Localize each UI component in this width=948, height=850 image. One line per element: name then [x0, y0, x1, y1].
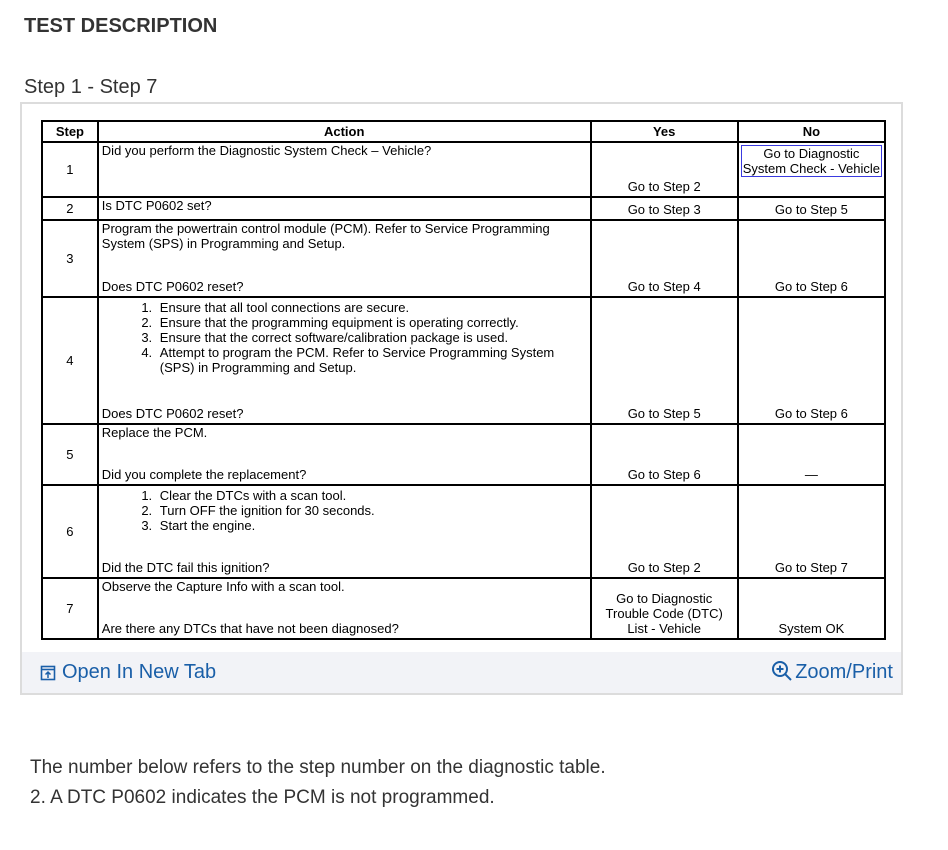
action-cell — [98, 220, 591, 297]
section-heading: TEST DESCRIPTION — [24, 15, 218, 37]
no-result: Go to Step 6 — [774, 406, 848, 421]
action-cell — [98, 297, 591, 424]
step-number: 7 — [42, 578, 98, 639]
yes-cell — [591, 220, 738, 297]
action-text: Did you perform the Diagnostic System Check – Vehicle? — [101, 143, 432, 158]
no-cell — [738, 142, 885, 197]
yes-cell — [591, 485, 738, 578]
no-result: Go to Step 7 — [774, 560, 848, 575]
yes-result: Go to Step 2 — [627, 560, 701, 575]
action-list-item: 2. Turn OFF the ignition for 30 seconds. — [156, 503, 587, 518]
note-line-1: The number below refers to the step number on the diagnostic table. — [30, 757, 606, 778]
yes-result: Go to Diagnostic Trouble Code (DTC) List - Vehicle — [605, 591, 723, 636]
action-list-item: 3. Start the engine. — [156, 518, 587, 533]
step-range-title: Step 1 - Step 7 — [24, 76, 158, 98]
action-question: Did the DTC fail this ignition? — [101, 560, 270, 575]
header-no: No — [738, 121, 885, 142]
no-result: Go to Step 6 — [774, 279, 848, 294]
yes-cell — [591, 297, 738, 424]
table-row — [42, 220, 885, 297]
action-cell — [98, 578, 591, 639]
no-cell — [738, 297, 885, 424]
zoom-in-icon — [771, 660, 793, 684]
action-question: Did you complete the replacement? — [101, 467, 307, 482]
action-question: Does DTC P0602 reset? — [101, 406, 244, 421]
open-tab-label: Open In New Tab — [62, 661, 217, 683]
action-list-item: 1. Ensure that all tool connections are secure. — [156, 300, 587, 315]
open-in-new-tab-link[interactable] — [40, 661, 216, 684]
yes-cell — [591, 197, 738, 220]
action-list — [102, 488, 587, 533]
yes-cell — [591, 578, 738, 639]
diagnostic-table — [41, 120, 886, 640]
no-cell — [738, 197, 885, 220]
step-number: 4 — [42, 297, 98, 424]
note-line-2: 2. A DTC P0602 indicates the PCM is not programmed. — [30, 787, 495, 808]
yes-result: Go to Step 4 — [627, 279, 701, 294]
yes-result: Go to Step 5 — [627, 406, 701, 421]
no-result: System OK — [778, 621, 845, 636]
diagnostic-system-check-link[interactable]: Go to Diagnostic System Check - Vehicle — [742, 146, 881, 176]
yes-result: Go to Step 2 — [627, 179, 701, 194]
action-cell — [98, 197, 591, 220]
zoom-print-label: Zoom/Print — [795, 661, 893, 683]
yes-result: Go to Step 6 — [627, 467, 701, 482]
action-list-item: 2. Ensure that the programming equipment is operating correctly. — [156, 315, 587, 330]
step-number: 3 — [42, 220, 98, 297]
no-cell — [738, 485, 885, 578]
step-number: 2 — [42, 197, 98, 220]
table-row — [42, 485, 885, 578]
no-result: — — [804, 467, 818, 482]
no-cell — [738, 424, 885, 485]
table-row — [42, 197, 885, 220]
table-row — [42, 142, 885, 197]
yes-result: Go to Step 3 — [627, 202, 701, 217]
action-question: Are there any DTCs that have not been diagnosed? — [101, 621, 399, 636]
header-step: Step — [42, 121, 98, 142]
open-tab-icon — [40, 665, 56, 681]
action-cell — [98, 142, 591, 197]
action-list — [102, 300, 587, 375]
action-list-item: 1. Clear the DTCs with a scan tool. — [156, 488, 587, 503]
header-action: Action — [98, 121, 591, 142]
table-footer — [22, 652, 901, 693]
header-yes: Yes — [591, 121, 738, 142]
no-cell — [738, 220, 885, 297]
action-cell — [98, 485, 591, 578]
table-row — [42, 297, 885, 424]
table-header-row — [42, 121, 885, 142]
action-text: Is DTC P0602 set? — [101, 198, 212, 213]
action-text: Replace the PCM. — [101, 425, 208, 440]
no-result: Go to Step 5 — [774, 202, 848, 217]
action-question: Does DTC P0602 reset? — [101, 279, 244, 294]
table-row — [42, 424, 885, 485]
table-row — [42, 578, 885, 639]
no-cell — [738, 578, 885, 639]
action-list-item: 3. Ensure that the correct software/calibration package is used. — [156, 330, 587, 345]
zoom-print-link[interactable] — [771, 655, 893, 684]
step-number: 1 — [42, 142, 98, 197]
step-number: 6 — [42, 485, 98, 578]
yes-cell — [591, 424, 738, 485]
action-text: Program the powertrain control module (PCM). Refer to Service Programming System (SPS) in Programming and Setup. — [101, 221, 550, 251]
step-number: 5 — [42, 424, 98, 485]
action-text: Observe the Capture Info with a scan tool. — [101, 579, 345, 594]
yes-cell — [591, 142, 738, 197]
action-list-item: 4. Attempt to program the PCM. Refer to Service Programming System (SPS) in Programming and Setup. — [156, 345, 587, 375]
action-cell — [98, 424, 591, 485]
